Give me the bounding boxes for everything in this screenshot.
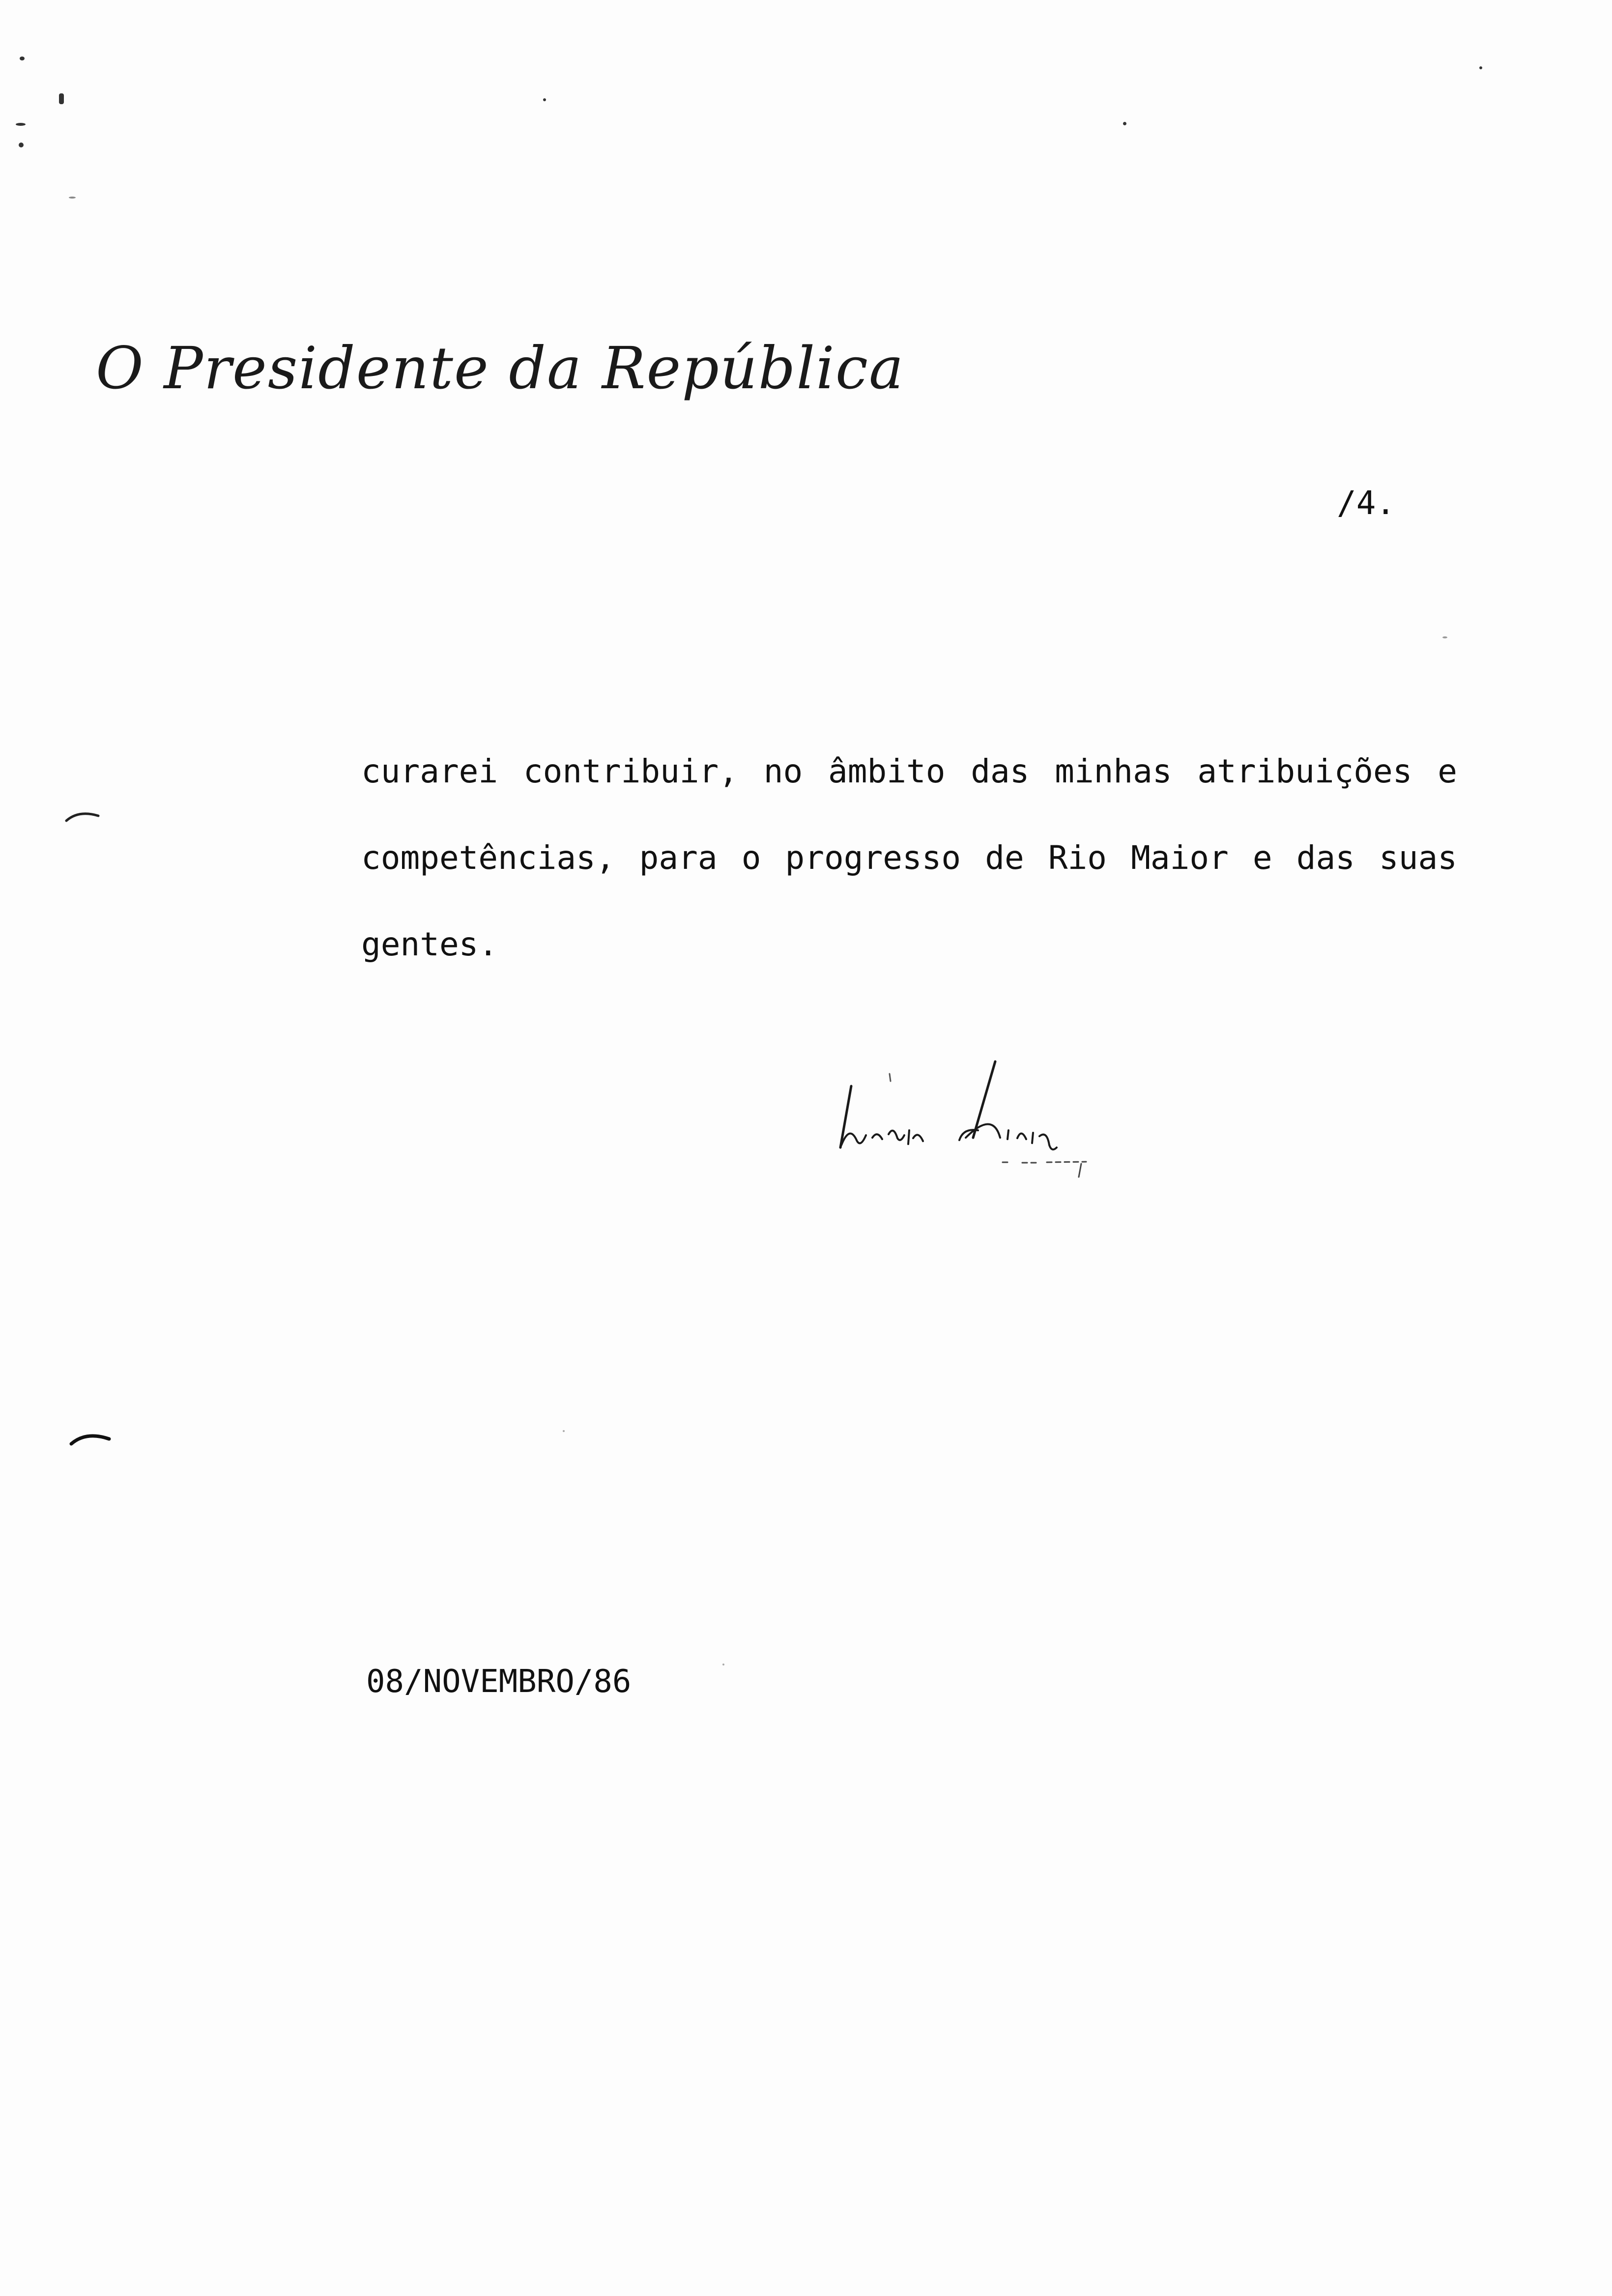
scan-speck [20,57,25,60]
scan-speck [722,1664,724,1665]
letterhead: O Presidente da República [96,334,905,402]
scan-speck [16,123,26,126]
scan-speck [1479,66,1482,69]
document-date: 08/NOVEMBRO/86 [366,1664,632,1700]
scan-edge-mark [64,806,103,826]
scan-edge-mark [69,1425,113,1450]
scan-speck [69,197,76,199]
scan-speck [1123,122,1126,125]
signature [831,1052,1165,1189]
scan-speck [19,143,24,147]
body-line: competências, para o progresso de Rio Maior e das suas [361,839,1457,877]
scan-speck [543,98,546,101]
page-number: /4. [1337,484,1396,522]
scan-speck [563,1430,565,1432]
scan-speck [1442,636,1447,638]
body-line: gentes. [361,925,498,963]
scan-speck [59,93,64,104]
body-text [361,747,1457,1006]
body-line: curarei contribuir, no âmbito das minhas atribuições e [361,752,1457,790]
